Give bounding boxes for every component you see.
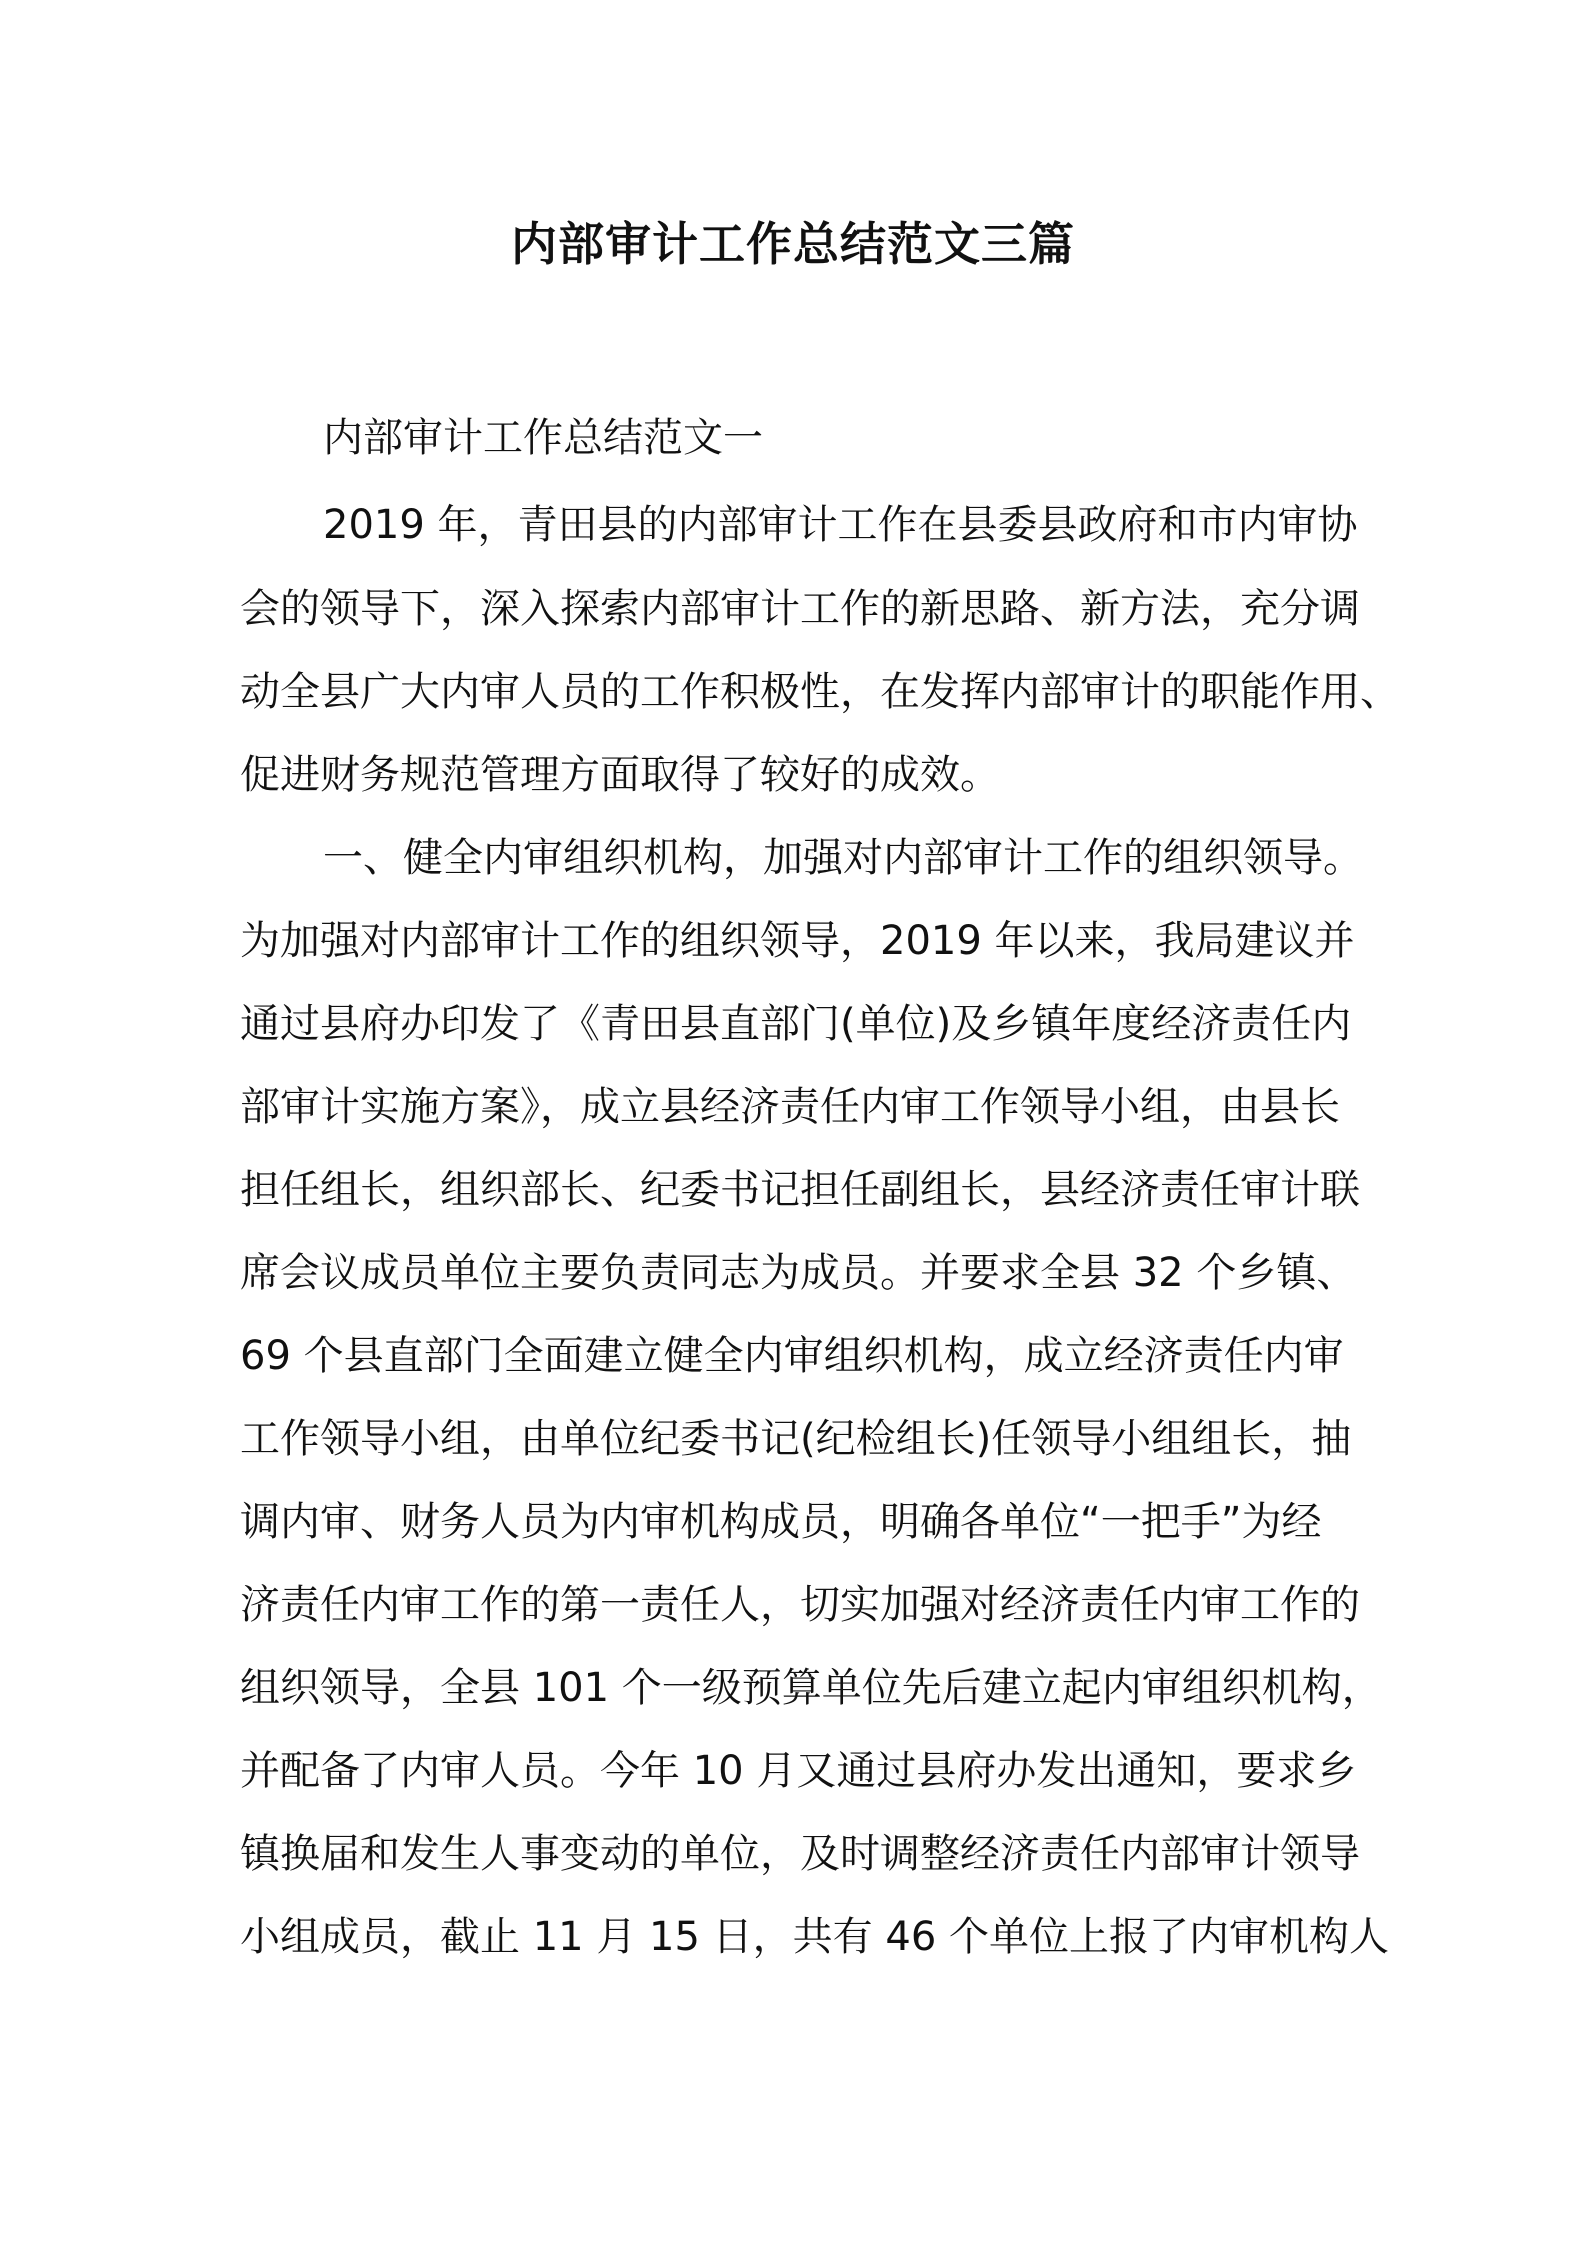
paragraph-line-9: 担任组长，组织部长、纪委书记担任副组长，县经济责任审计联 [240,1167,1360,1213]
paragraph-line-1: 2019 年，青田县的内部审计工作在县委县政府和市内审协 [323,502,1358,548]
paragraph-line-6: 为加强对内部审计工作的组织领导，2019 年以来，我局建议并 [240,918,1355,964]
paragraph-line-15: 组织领导，全县 101 个一级预算单位先后建立起内审组织机构， [240,1665,1382,1711]
paragraph-line-10: 席会议成员单位主要负责同志为成员。并要求全县 32 个乡镇、 [240,1250,1357,1296]
paragraph-line-17: 镇换届和发生人事变动的单位，及时调整经济责任内部审计领导 [240,1831,1360,1877]
paragraph-line-14: 济责任内审工作的第一责任人，切实加强对经济责任内审工作的 [240,1582,1360,1628]
paragraph-line-13: 调内审、财务人员为内审机构成员，明确各单位“一把手”为经 [240,1499,1322,1545]
paragraph-line-11: 69 个县直部门全面建立健全内审组织机构，成立经济责任内审 [240,1333,1344,1379]
paragraph-line-18: 小组成员，截止 11 月 15 日，共有 46 个单位上报了内审机构人 [240,1914,1389,1960]
section-heading: 内部审计工作总结范文一 [323,415,763,461]
paragraph-line-12: 工作领导小组，由单位纪委书记(纪检组长)任领导小组组长，抽 [240,1416,1352,1462]
document-title: 内部审计工作总结范文三篇 [511,217,1075,271]
paragraph-line-16: 并配备了内审人员。今年 10 月又通过县府办发出通知，要求乡 [240,1748,1357,1794]
paragraph-line-8: 部审计实施方案》，成立县经济责任内审工作领导小组，由县长 [240,1084,1340,1130]
section-one-heading-line: 一、健全内审组织机构，加强对内部审计工作的组织领导。 [323,835,1363,881]
paragraph-line-4: 促进财务规范管理方面取得了较好的成效。 [240,752,1000,798]
paragraph-line-3: 动全县广大内审人员的工作积极性，在发挥内部审计的职能作用、 [240,669,1400,715]
paragraph-line-7: 通过县府办印发了《青田县直部门(单位)及乡镇年度经济责任内 [240,1001,1352,1047]
paragraph-line-2: 会的领导下，深入探索内部审计工作的新思路、新方法，充分调 [240,586,1360,632]
